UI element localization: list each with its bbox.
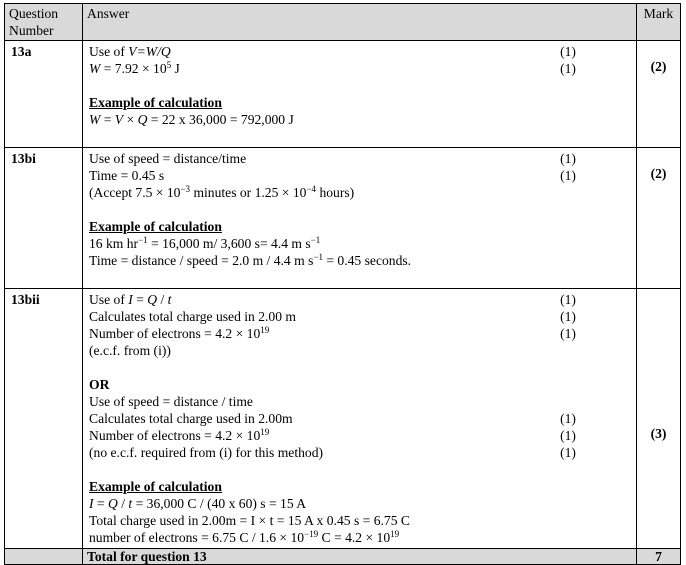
answer-line-mark [548, 128, 588, 145]
answer-line [89, 325, 636, 342]
answer-line-mark [548, 529, 588, 546]
answer-line-mark [548, 235, 588, 252]
total-blank [5, 549, 83, 565]
answer-line [89, 252, 636, 269]
answer-line-mark [548, 512, 588, 529]
answer-line [89, 94, 636, 111]
answer-line-text: Calculates total charge used in 2.00 m [89, 309, 296, 324]
mark-header: Mark [637, 4, 681, 41]
answer-line-mark [548, 252, 588, 269]
answer-line-mark: (1) [560, 61, 576, 76]
question-number-13a: 13a [5, 41, 83, 148]
answer-line-mark [548, 218, 588, 235]
answer-line-mark: (1) [560, 292, 576, 307]
answer-line-text: Example of calculation [89, 219, 222, 234]
answer-line-mark: (1) [560, 44, 576, 59]
answer-line [89, 359, 636, 376]
answer-line-text: (Accept $7.5 \times 10^{-3}$ minutes or $1.25 \times 10^{-4}$ hours) [89, 184, 355, 200]
answer-line-mark [548, 461, 588, 478]
answer-line-text: Use of speed = distance/time [89, 151, 247, 166]
question-row-13a [5, 41, 681, 148]
mark-value-13bii: (3) [650, 426, 667, 441]
answer-line [89, 77, 636, 94]
answer-line-text: (e.c.f. from (i)) [89, 343, 171, 358]
answer-line-text: number of electrons = 6.75 $C / 1.6 \times 10^{-19}$ $C = 4.2 \times 10^{19}$ [89, 529, 400, 545]
answer-line-text [89, 461, 548, 478]
answer-line-mark: (1) [560, 428, 576, 443]
answer-line [89, 461, 636, 478]
answer-line [89, 60, 636, 77]
answer-line [89, 184, 636, 201]
answer-line-text: Total charge used in 2.00m = I × t = 15 A x 0.45 s = 6.75 C [89, 513, 410, 528]
answer-line-text: Time = distance / speed = 2.0 m / 4.4 m $s^{-1} = 0.45$ seconds. [89, 252, 412, 268]
answer-line-mark [548, 478, 588, 495]
answer-13bi [83, 148, 637, 289]
answer-line [89, 495, 636, 512]
answer-line-text: Example of calculation [89, 479, 222, 494]
answer-line-mark [548, 342, 588, 359]
answer-line-mark: (1) [560, 326, 576, 341]
answer-line [89, 410, 636, 427]
answer-line [89, 167, 636, 184]
answer-line [89, 393, 636, 410]
mark-13bi [637, 148, 681, 289]
answer-line [89, 376, 636, 393]
answer-line-mark [548, 94, 588, 111]
answer-line [89, 269, 636, 286]
answer-line-mark [548, 77, 588, 94]
question-number-13bii: 13bii [5, 289, 83, 549]
answer-line-text: Number of electrons = $4.2 \times 10^{19}$ [89, 427, 270, 443]
answer-line-mark [548, 184, 588, 201]
answer-line [89, 529, 636, 546]
answer-line [89, 444, 636, 461]
answer-line [89, 235, 636, 252]
answer-line [89, 291, 636, 308]
answer-line-text [89, 359, 548, 376]
answer-line-mark [548, 201, 588, 218]
answer-13a [83, 41, 637, 148]
answer-line-mark [548, 111, 588, 128]
answer-line-text: $W = 7.92 \times 10^5$ J [89, 60, 180, 76]
header-row [5, 4, 681, 41]
total-label: Total for question 13 [83, 549, 637, 565]
answer-line-mark [548, 376, 588, 393]
question-row-13bii [5, 289, 681, 549]
mark-scheme-table [4, 3, 681, 565]
answer-13bii [83, 289, 637, 549]
answer-line-mark: (1) [560, 151, 576, 166]
answer-line [89, 43, 636, 60]
answer-line-text: Use of V=W/Q [89, 44, 171, 59]
answer-line-text: I = Q / t = 36,000 C / (40 x 60) s = 15 A [89, 496, 307, 511]
answer-line [89, 342, 636, 359]
answer-line-text: Use of I = Q / t [89, 292, 172, 307]
answer-line [89, 512, 636, 529]
answer-line-mark [548, 359, 588, 376]
answer-line-text: (no e.c.f. required from (i) for this method) [89, 445, 324, 460]
answer-line-text: W = V × Q = 22 x 36,000 = 792,000 J [89, 112, 294, 127]
answer-header: Answer [83, 4, 637, 41]
answer-line-text [89, 201, 548, 218]
question-number-header: Question Number [5, 4, 83, 41]
answer-line-text: Use of speed = distance / time [89, 394, 253, 409]
total-value: 7 [637, 549, 681, 565]
answer-line-mark [548, 495, 588, 512]
answer-line [89, 201, 636, 218]
answer-line [89, 128, 636, 145]
answer-line-mark: (1) [560, 411, 576, 426]
question-row-13bi [5, 148, 681, 289]
answer-line [89, 308, 636, 325]
mark-value-13a: (2) [650, 59, 667, 74]
answer-line-text [89, 77, 548, 94]
mark-13bii [637, 289, 681, 549]
mark-value-13bi: (2) [650, 166, 667, 181]
answer-line-text: 16 km $hr^{-1} = 16,000$ m/ 3,600 s= 4.4 m $s^{-1}$ [89, 235, 321, 251]
total-row [5, 549, 681, 565]
mark-13a [637, 41, 681, 148]
answer-line-text: Time = 0.45 s [89, 168, 165, 183]
answer-line-text: Calculates total charge used in 2.00m [89, 411, 293, 426]
answer-line-text: Example of calculation [89, 95, 222, 110]
answer-line [89, 150, 636, 167]
answer-line-mark [548, 393, 588, 410]
question-number-13bi: 13bi [5, 148, 83, 289]
answer-line [89, 111, 636, 128]
answer-line [89, 218, 636, 235]
answer-line-mark: (1) [560, 445, 576, 460]
answer-line-text [89, 128, 548, 145]
answer-line-text: OR [89, 377, 110, 392]
answer-line-mark: (1) [560, 168, 576, 183]
answer-line-text [89, 269, 548, 286]
answer-line [89, 478, 636, 495]
answer-line [89, 427, 636, 444]
answer-line-text: Number of electrons = $4.2 \times 10^{19}$ [89, 325, 270, 341]
answer-line-mark [548, 269, 588, 286]
answer-line-mark: (1) [560, 309, 576, 324]
